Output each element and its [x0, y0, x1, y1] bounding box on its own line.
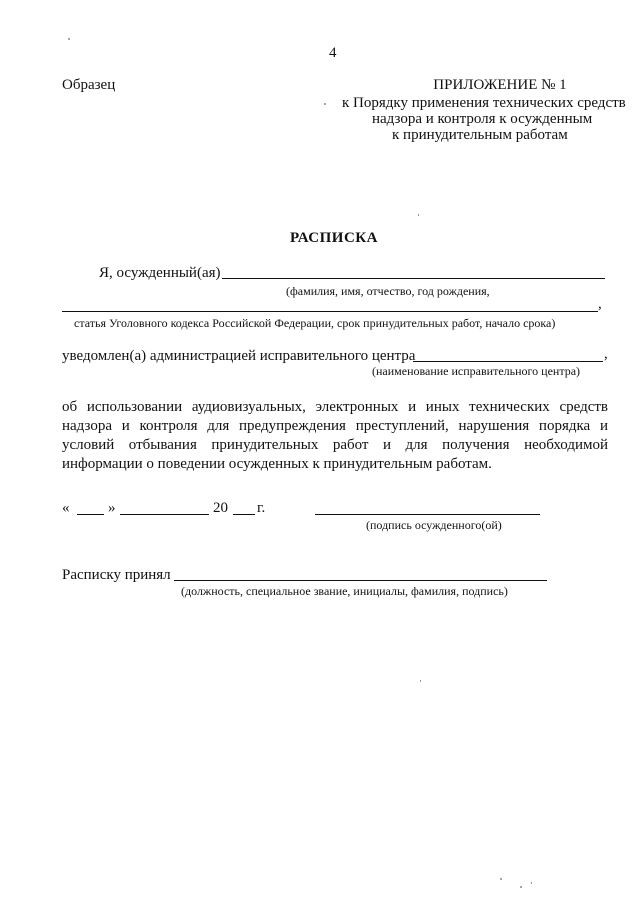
notified-label: уведомлен(а) администрацией исправительного центра	[62, 348, 416, 364]
date-year-suffix: г.	[257, 500, 266, 516]
scan-speck	[420, 680, 421, 682]
convict-signature-field[interactable]	[315, 514, 540, 515]
scan-speck	[520, 886, 522, 888]
date-close-quote: »	[108, 500, 116, 516]
appendix-line-2: надзора и контроля к осужденным	[372, 111, 593, 127]
appendix-line-1: к Порядку применения технических средств	[342, 95, 626, 111]
trailing-comma: ,	[598, 296, 602, 312]
article-hint: статья Уголовного кодекса Российской Федерации, срок принудительных работ, начало срока)	[74, 316, 556, 330]
page-number: 4	[329, 45, 337, 61]
date-open-quote: «	[62, 500, 70, 516]
date-day-field[interactable]	[77, 514, 104, 515]
scan-speck	[500, 878, 502, 880]
trailing-comma-2: ,	[604, 346, 608, 362]
scan-speck	[418, 214, 419, 216]
document-title: РАСПИСКА	[289, 230, 379, 246]
signature-hint: (подпись осужденного(ой)	[366, 518, 502, 532]
appendix-title: ПРИЛОЖЕНИЕ № 1	[433, 77, 567, 93]
receiver-field[interactable]	[174, 580, 547, 581]
receiver-hint: (должность, специальное звание, инициалы, фамилия, подпись)	[181, 584, 508, 598]
correction-center-field[interactable]	[413, 361, 603, 362]
center-hint: (наименование исправительного центра)	[372, 364, 581, 378]
convict-name-field[interactable]	[222, 278, 605, 279]
appendix-line-3: к принудительным работам	[392, 127, 568, 143]
date-year-field[interactable]	[233, 514, 255, 515]
date-year-prefix: 20	[213, 500, 228, 516]
scan-speck	[324, 103, 326, 105]
body-paragraph: об использовании аудиовизуальных, электронных и иных технических средств надзора и контроля для предупреждения преступлений, нарушения порядка и условий отбывания принудительных работ и для получения необходимой информации о поведении осужденных к принудительным работам.	[62, 399, 608, 472]
sample-label: Образец	[62, 77, 116, 93]
scan-speck	[531, 882, 532, 884]
convict-hint: (фамилия, имя, отчество, год рождения,	[286, 284, 490, 298]
convict-label: Я, осужденный(ая)	[99, 265, 221, 281]
scan-speck	[68, 38, 70, 40]
convict-details-field[interactable]	[62, 311, 598, 312]
receiver-label: Расписку принял	[62, 567, 171, 583]
date-month-field[interactable]	[120, 514, 209, 515]
